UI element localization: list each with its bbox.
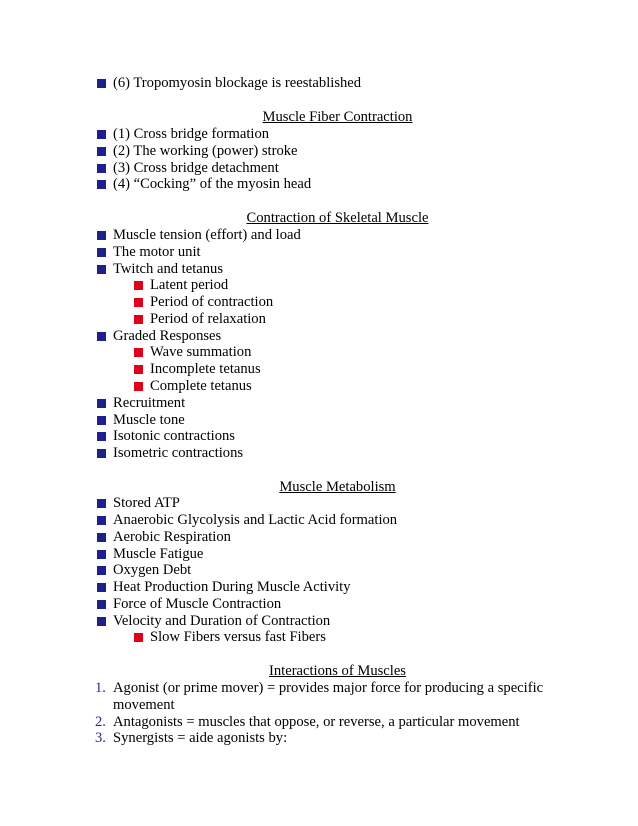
list-item: Anaerobic Glycolysis and Lactic Acid formation xyxy=(0,512,638,529)
item-number: 2. xyxy=(95,714,106,730)
list-item: Stored ATP xyxy=(0,495,638,512)
numbered-item: 1. Agonist (or prime mover) = provides major force for producing a specific xyxy=(95,680,544,696)
list-item: Velocity and Duration of Contraction xyxy=(0,613,638,630)
square-bullet-icon xyxy=(97,600,106,609)
square-bullet-icon xyxy=(97,130,106,139)
square-bullet-icon xyxy=(97,416,106,425)
list-item: Force of Muscle Contraction xyxy=(0,596,638,613)
section-heading-skeletal-contraction: Contraction of Skeletal Muscle xyxy=(246,210,429,226)
list-item: Isotonic contractions xyxy=(0,428,638,445)
list-item: Muscle Fatigue xyxy=(0,546,638,563)
square-bullet-icon xyxy=(97,617,106,626)
sub-list-item: Slow Fibers versus fast Fibers xyxy=(0,629,638,646)
sub-list-item: Complete tetanus xyxy=(0,378,638,395)
square-bullet-icon xyxy=(97,147,106,156)
square-bullet-icon xyxy=(134,348,143,357)
square-bullet-icon xyxy=(134,315,143,324)
square-bullet-icon xyxy=(134,633,143,642)
list-item: Twitch and tetanus xyxy=(0,261,638,278)
list-item: Recruitment xyxy=(0,395,638,412)
square-bullet-icon xyxy=(97,332,106,341)
sub-list-item: Latent period xyxy=(0,277,638,294)
square-bullet-icon xyxy=(134,281,143,290)
square-bullet-icon xyxy=(97,164,106,173)
list-item: (1) Cross bridge formation xyxy=(0,126,638,143)
list-item: (6) Tropomyosin blockage is reestablished xyxy=(0,75,638,92)
square-bullet-icon xyxy=(134,365,143,374)
list-item: (3) Cross bridge detachment xyxy=(0,160,638,177)
square-bullet-icon xyxy=(97,248,106,257)
item-number: 3. xyxy=(95,730,106,746)
sub-list-item: Wave summation xyxy=(0,344,638,361)
list-item: Heat Production During Muscle Activity xyxy=(0,579,638,596)
square-bullet-icon xyxy=(97,516,106,525)
sub-list-item: Incomplete tetanus xyxy=(0,361,638,378)
square-bullet-icon xyxy=(97,583,106,592)
item-number: 1. xyxy=(95,680,106,696)
section-heading-interactions: Interactions of Muscles xyxy=(269,663,406,679)
list-item: Oxygen Debt xyxy=(0,562,638,579)
square-bullet-icon xyxy=(97,432,106,441)
section-heading-metabolism: Muscle Metabolism xyxy=(279,479,396,495)
square-bullet-icon xyxy=(97,449,106,458)
list-item: Muscle tension (effort) and load xyxy=(0,227,638,244)
list-item: (2) The working (power) stroke xyxy=(0,143,638,160)
sub-list-item: Period of contraction xyxy=(0,294,638,311)
section-heading-fiber-contraction: Muscle Fiber Contraction xyxy=(262,109,413,125)
list-item: Isometric contractions xyxy=(0,445,638,462)
square-bullet-icon xyxy=(97,550,106,559)
list-item: Muscle tone xyxy=(0,412,638,429)
square-bullet-icon xyxy=(97,499,106,508)
list-item: The motor unit xyxy=(0,244,638,261)
square-bullet-icon xyxy=(97,180,106,189)
numbered-item: 3. Synergists = aide agonists by: xyxy=(95,730,288,746)
square-bullet-icon xyxy=(97,231,106,240)
square-bullet-icon xyxy=(97,265,106,274)
list-item: Aerobic Respiration xyxy=(0,529,638,546)
sub-list-item: Period of relaxation xyxy=(0,311,638,328)
square-bullet-icon xyxy=(134,298,143,307)
square-bullet-icon xyxy=(97,533,106,542)
list-item: Graded Responses xyxy=(0,328,638,345)
list-item: (4) “Cocking” of the myosin head xyxy=(0,176,638,193)
square-bullet-icon xyxy=(97,566,106,575)
square-bullet-icon xyxy=(134,382,143,391)
numbered-item-continuation: movement xyxy=(113,697,175,713)
square-bullet-icon xyxy=(97,79,106,88)
square-bullet-icon xyxy=(97,399,106,408)
numbered-item: 2. Antagonists = muscles that oppose, or reverse, a particular movement xyxy=(95,714,520,730)
